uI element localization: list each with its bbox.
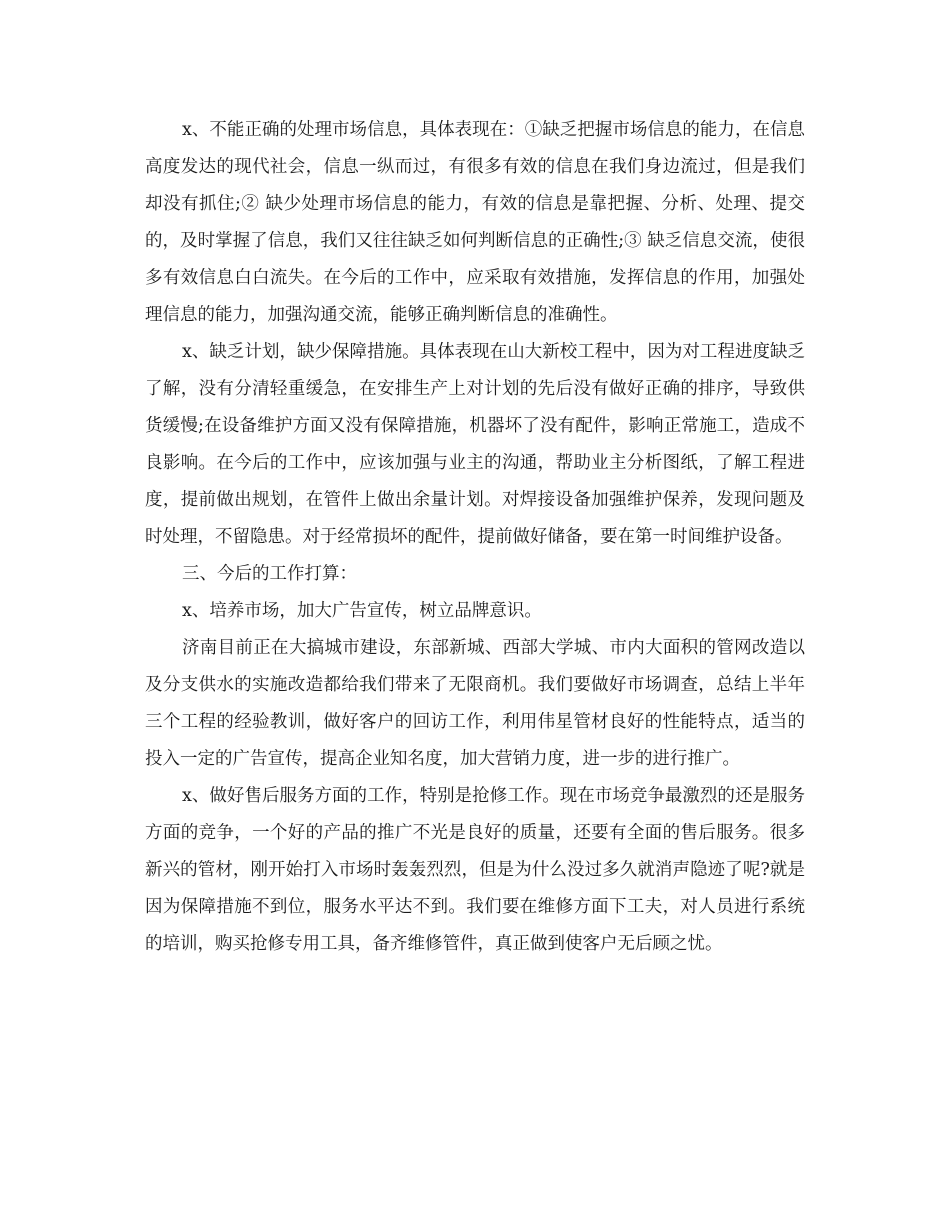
paragraph-brand-awareness: x、培养市场，加大广告宣传，树立品牌意识。	[182, 601, 542, 621]
document-body	[145, 112, 805, 963]
paragraph-market-info: x、不能正确的处理市场信息，具体表现在：①缺乏把握市场信息的能力，在信息高度发达的现代社会，信息一纵而过，有很多有效的信息在我们身边流过，但是我们却没有抓住;② 缺少处理市场信息的能力，有效的信息是靠把握、分析、处理、提交的，及时掌握了信息，我们又往往缺乏如何判断信息的正确性;③ 缺乏信息交流，使很多有效信息白白流失。在今后的工作中，应采取有效措施，发挥信息的作用，加强处理信息的能力，加强沟通交流，能够正确判断信息的准确性。	[145, 120, 805, 325]
paragraph-planning: x、缺乏计划，缺少保障措施。具体表现在山大新校工程中，因为对工程进度缺乏了解，没有分清轻重缓急，在安排生产上对计划的先后没有做好正确的排序，导致供货缓慢;在设备维护方面又没有保障措施，机器坏了没有配件，影响正常施工，造成不良影响。在今后的工作中，应该加强与业主的沟通，帮助业主分析图纸，了解工程进度，提前做出规划，在管件上做出余量计划。对焊接设备加强维护保养，发现问题及时处理，不留隐患。对于经常损坏的配件，提前做好储备，要在第一时间维护设备。	[145, 342, 805, 547]
paragraph-jinan-market: 济南目前正在大搞城市建设，东部新城、西部大学城、市内大面积的管网改造以及分支供水的实施改造都给我们带来了无限商机。我们要做好市场调查，总结上半年三个工程的经验教训，做好客户的回访工作，利用伟星管材良好的性能特点，适当的投入一定的广告宣传，提高企业知名度，加大营销力度，进一步的进行推广。	[145, 638, 805, 769]
section-heading-future-plans: 三、今后的工作打算：	[182, 564, 357, 584]
paragraph-after-sales: x、做好售后服务方面的工作，特别是抢修工作。现在市场竞争最激烈的还是服务方面的竞争，一个好的产品的推广不光是良好的质量，还要有全面的售后服务。很多新兴的管材，刚开始打入市场时轰轰烈烈，但是为什么没过多久就消声隐迹了呢?就是因为保障措施不到位，服务水平达不到。我们要在维修方面下工夫，对人员进行系统的培训，购买抢修专用工具，备齐维修管件，真正做到使客户无后顾之忧。	[145, 786, 805, 954]
